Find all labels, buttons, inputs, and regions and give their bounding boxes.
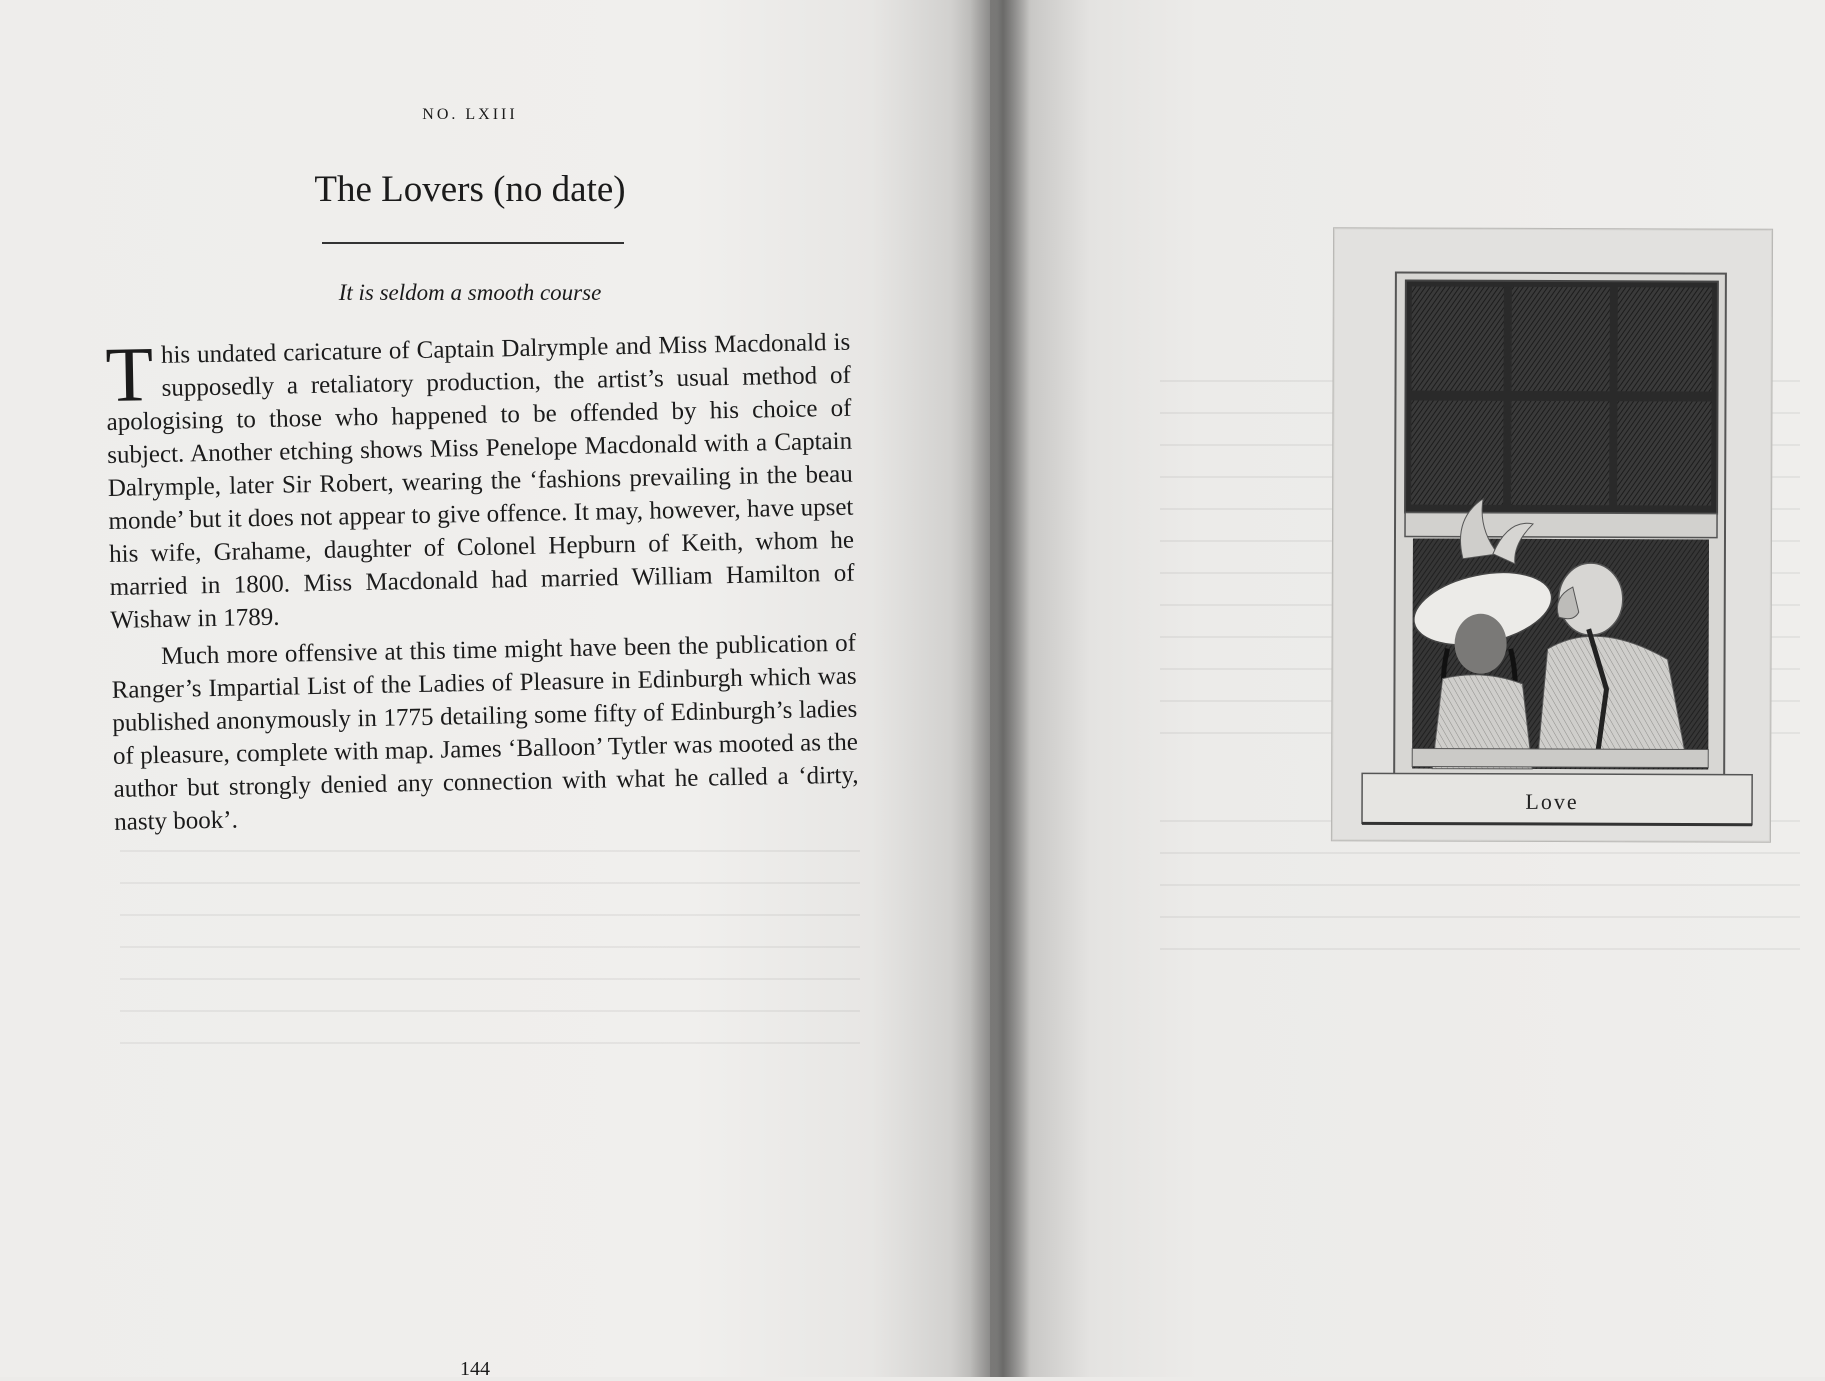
paragraph-1-text: his undated caricature of Captain Dalrymple and Miss Macdonald is supposedly a retaliatory production, the artist’s usual method of apologising to those who happened to be offended by his choice of subject. Another etching shows Miss Penelope Macdonald with a Captain Dalrymple, later Sir Robert, wearing the ‘fashions prevailing in the beau monde’ but it does not appear to give offence. It may, however, have upset his wife, Grahame, daughter of Colonel Hepburn of Keith, whom he married in 1800. Miss Macdonald had married William Hamilton of Wishaw in 1789. xyxy=(106,328,855,634)
illustration-caption: Love xyxy=(1525,788,1579,815)
entry-number: NO. LXIII xyxy=(422,106,518,123)
paragraph-1 xyxy=(105,326,856,637)
book-gutter xyxy=(970,0,1030,1377)
page-title: The Lovers (no date) xyxy=(314,169,626,210)
title-rule xyxy=(322,242,624,244)
illustration-plate xyxy=(1331,227,1773,843)
show-through-text xyxy=(120,850,860,1050)
epigraph: It is seldom a smooth course xyxy=(338,280,602,305)
page-number: 144 xyxy=(460,1358,490,1380)
lovers-etching xyxy=(1332,228,1772,842)
article-body xyxy=(105,326,859,839)
paragraph-2: Much more offensive at this time might have been the publication of Ranger’s Impartial List of the Ladies of Pleasure in Edinburgh which was published anonymously in 1775 detailing some fifty of Edinburgh’s ladies of pleasure, complete with map. James ‘Balloon’ Tytler was mooted as the author but strongly denied any connection with what he called a ‘dirty, nasty book’. xyxy=(111,629,859,836)
drop-cap: T xyxy=(104,330,155,418)
show-through-text xyxy=(1160,820,1800,980)
